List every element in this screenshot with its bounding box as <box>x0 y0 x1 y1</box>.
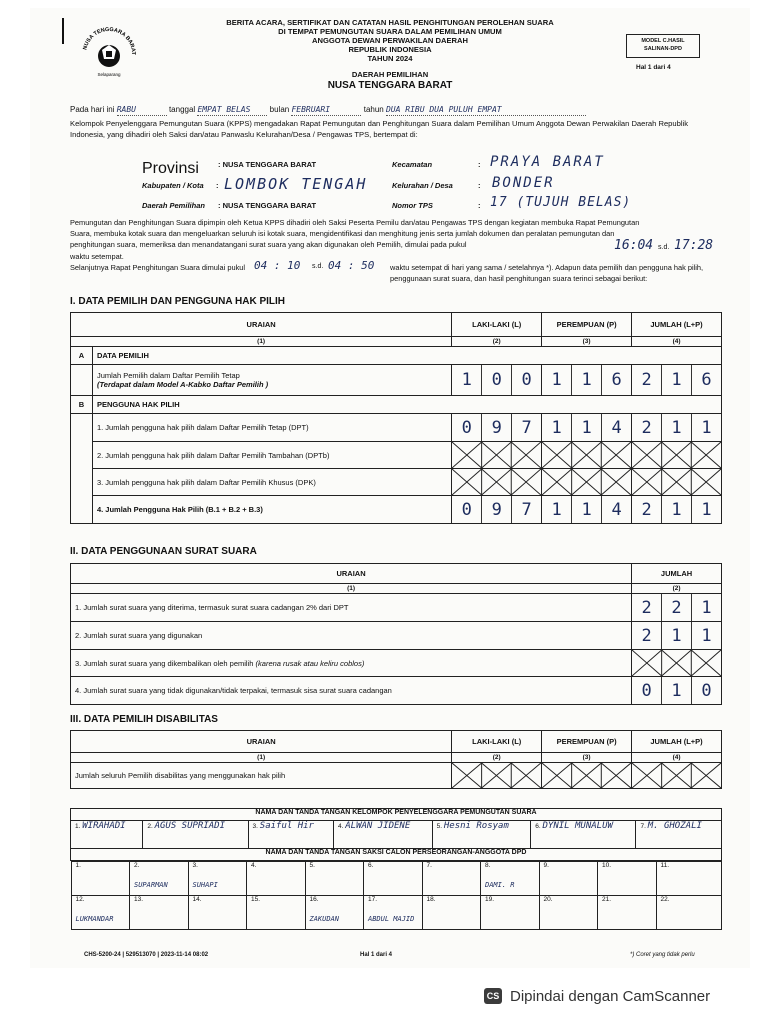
kpps-name: Hesni Rosyam <box>443 821 509 831</box>
saksi-cell <box>71 896 130 930</box>
crossed-cell <box>542 469 632 496</box>
digit: 0 <box>511 365 541 395</box>
s1-a-label: A <box>71 347 93 365</box>
saksi-no: 16. <box>309 896 319 903</box>
saksi-cell <box>305 896 364 930</box>
digit: 1 <box>661 365 691 395</box>
kecamatan-label: Kecamatan <box>392 160 433 169</box>
digit: 6 <box>691 365 721 395</box>
kelurahan-value: BONDER <box>492 175 555 191</box>
digit: 1 <box>571 365 601 395</box>
time2-start: 04 : 10 <box>254 259 301 272</box>
procedure-text-1: Pemungutan dan Penghitungan Suara dipimpin oleh Ketua KPPS dihadiri oleh Saksi Peserta Pemilu dan/atau Pengawas TPS dengan kegiatan membuka Rapat Pemungutan Suara, membuka kotak suara dan mengeluarkan seluruh isi kotak suara, mengidentifikasi dan menghitung jenis serta jumlah dokumen dan peralatan pemungutan dan penghitungan suara, memeriksa dan menandatangani surat suara yang akan digunakan oleh Pemilih, dimulai pada pukul <box>70 218 640 249</box>
model-line-2: SALINAN-DPD <box>644 45 682 52</box>
saksi-row-1 <box>71 862 721 896</box>
saksi-no: 12. <box>75 896 85 903</box>
saksi-no: 22. <box>660 896 670 903</box>
kpps-name: AGUS SUPRIADI <box>154 821 226 831</box>
saksi-cell <box>364 896 423 930</box>
digit: 0 <box>481 365 511 395</box>
s1-b2-text: 2. Jumlah pengguna hak pilih dalam Daftar Pemilih Tambahan (DPTb) <box>92 442 451 469</box>
kpps-no: 3. <box>252 823 258 830</box>
doc-title-5: TAHUN 2024 <box>367 54 413 63</box>
s1-num-2: (2) <box>452 337 542 347</box>
saksi-name: SUHAPI <box>192 881 218 889</box>
digit: 2 <box>641 370 652 390</box>
crossed-cell <box>452 442 542 469</box>
saksi-no: 10. <box>602 862 612 869</box>
region-name: NUSA TENGGARA BARAT <box>327 80 453 91</box>
saksi-no: 17. <box>368 896 378 903</box>
digit: 2 <box>661 594 691 621</box>
procedure-text-2b <box>390 263 720 285</box>
digit: 1 <box>691 622 721 649</box>
camscanner-icon: CS <box>484 988 502 1004</box>
section1-table <box>70 312 722 524</box>
digit: 1 <box>691 594 721 621</box>
footer-page: Hal 1 dari 4 <box>360 952 393 958</box>
section3-heading: III. DATA PEMILIH DISABILITAS <box>70 714 218 725</box>
s1-col-l: LAKI-LAKI (L) <box>452 313 542 337</box>
digit: 9 <box>481 414 511 441</box>
saksi-cell <box>656 896 721 930</box>
s3-col-p: PEREMPUAN (P) <box>542 731 632 753</box>
saksi-no: 11. <box>660 862 670 869</box>
saksi-name: ABDUL MAJID <box>368 915 415 923</box>
year-value: DUA RIBU DUA PULUH EMPAT <box>386 104 586 116</box>
time2-mid: s.d. <box>312 263 324 270</box>
document-sheet: NUSA TENGGARA BARAT Selaparang BERITA ACARA, SERTIFIKAT DAN CATATAN HASIL PENGHITUNGAN PEROLEHAN SUARA DI TEMPAT PEMUNGUTAN SUARA DALAM PEMILIHAN UMUM ANGGOTA DEWAN PERWAKILAN DAERAH REPUBLIK INDONESIA TAHUN 2024 DAERAH PEMILIHAN NUSA TENGGARA BARAT MODEL C.HASIL SALINAN-DPD Hal 1 dari 4 Pada hari ini RABU tanggal EMPAT BELAS bulan FEBRUARI tahun DUA RIBU DUA PULUH EMPAT Kelompok Penyelenggara Pemungutan Suara (KPPS) mengadakan Rapat Pemungutan dan Penghitungan Suara dalam Pemilihan Umum Anggota Dewan Perwakilan Daerah Republik Indonesia, yang dihadiri oleh Saksi dan/atau Panwaslu Kelurahan/Desa / Pengawas TPS, bertempat di: Provinsi : NUSA TENGGARA BARAT Kabupaten / Kota : LOMBOK TENGAH Daerah Pemilihan : NUSA TENGGARA BARAT Kecamatan : PRAYA BARAT Kelurahan / Desa : BONDER Nomor TPS : 17 (TUJUH BELAS) Pemungutan dan Penghitungan Suara dipimpin oleh Ketua KPPS dihadiri oleh Saksi Peserta Pemilu dan/atau Pengawas TPS dengan kegiatan membuka Rapat Pemungutan Suara, membuka kotak suara dan mengeluarkan seluruh isi kotak suara, mengidentifikasi dan menghitung jenis serta jumlah dokumen dan peralatan pemungutan dan penghitungan suara, memeriksa dan menandatangani surat suara yang akan digunakan oleh Pemilih, dimulai pada pukul 16:04 s.d. 17:28 waktu setempat. Selanjutnya Rapat Penghitungan Suara dimulai pukul 04 : 10 s.d. 04 : 50 waktu setempat di hari yang sama / setelahnya *). Adapun data pemilih dan pengguna hak pilih, penggunaan surat suara, dan hasil penghitungan suara terinci sebagai berikut: I. DATA PEMILIH DAN PENGGUNA HAK PILIH URAIAN LAKI-LAKI (L) PEREMPUAN (P) JUMLAH (L+P) (1) (2) (3) (4) A DATA PEMILIH Jumlah Pemilih dalam Daftar Pemilih Tetap (Terdapat dalam Model A-Kabko Daftar Pemilih ) 1 0 0 1 1 6 2 1 6 B PENGGUNA HAK PILIH 1. Jumlah pengguna hak pilih dalam Daftar Pemilih Tetap (DPT) 0 9 7 1 1 4 2 1 1 2. Jumlah pengguna hak pilih dalam Daftar Pemilih Tambahan (DPTb) 3. Jumlah pengguna hak pilih dalam Daftar Pemilih Khusus (DPK) 4. Jumlah Pengguna Hak Pilih (B.1 + B.2 + B.3) 0 9 7 1 1 4 2 1 1 II. DATA PENGGUNAAN SURAT SUARA URAIAN JUMLAH (1) (2) 1. Jumlah surat suara yang diterima, termasuk surat suara cadangan 2% dari DPT 2 2 1 2. Jumlah surat suara yang digunakan 2 1 1 3. Jumlah surat suara yang dikembalikan oleh pemilih (karena rusak atau keliru coblos) 4. Jumlah surat suara yang tidak digunakan/tidak terpakai, termasuk sisa surat suara cadangan 0 1 0 III. DATA PEMILIH DISABILITAS URAIAN LAKI-LAKI (L) PEREMPUAN (P) JUMLAH (L+P) (1) (2) (3) (4) Jumlah seluruh Pemilih disabilitas yang menggunakan hak pilih NAMA DAN TANDA TANGAN KELOMPOK PENYELENGGARA PEMUNGUTAN SUARA 1. WIRAHADI 2. AGUS SUPRIADI 3. Saiful Hir 4. ALWAN JIDENE 5. Hesni Rosyam 6. DYNIL MUNALUW 7. M. GHOZALI NAMA DAN TANDA TANGAN SAKSI CALON PERSEORANGAN-ANGGOTA DPD 1. 2. SUPARMAN 3. SUHAPI 4. 5. 6. 7. 8. DAMI. R 9. 10. 11. 12. LUKMANDAR 13. 14. 15. 16. ZAKUDAN 17. ABDUL MAJID 18. 19. 20. 21. 22. CHS-5200-24 | 529513070 | 2023-11-14 08:02 Hal 1 dari 4 *) Coret yang tidak perlu <box>30 8 750 968</box>
kpps-name: WIRAHADI <box>82 821 126 831</box>
saksi-cell <box>71 862 130 896</box>
s3-col-total: JUMLAH (L+P) <box>632 731 722 753</box>
digit: 1 <box>551 499 562 520</box>
digit: 6 <box>601 365 631 395</box>
year-label: tahun <box>363 105 384 114</box>
time1-end: 17:28 <box>674 238 714 253</box>
saksi-name: LUKMANDAR <box>75 915 114 923</box>
digit: 4 <box>601 496 631 523</box>
saksi-cell <box>422 862 481 896</box>
model-line-1: MODEL C.HASIL <box>641 38 685 44</box>
s2-num-2: (2) <box>632 584 722 594</box>
s2-num-1: (1) <box>71 584 632 594</box>
kpps-no: 5. <box>436 823 443 830</box>
crossed-cell <box>452 763 542 789</box>
crossed-cell <box>542 763 632 789</box>
s2-col-uraian: URAIAN <box>71 564 632 584</box>
opening-line <box>70 104 710 116</box>
crossed-cell <box>452 469 542 496</box>
day-value: RABU <box>117 104 167 116</box>
s1-b3-text: 3. Jumlah pengguna hak pilih dalam Daftar Pemilih Khusus (DPK) <box>92 469 451 496</box>
tps-value: 17 (TUJUH BELAS) <box>490 195 632 210</box>
saksi-no: 15. <box>251 896 261 903</box>
digit: 1 <box>551 417 562 438</box>
saksi-no: 6. <box>368 862 374 869</box>
saksi-name: DAMI. R <box>485 881 515 889</box>
procedure-text-2b-span: waktu setempat di hari yang sama / setelahnya *). Adapun data pemilih dan pengguna hak pilih, penggunaan surat suara, dan hasil penghitungan suara terinci sebagai berikut: <box>390 263 704 283</box>
saksi-cell <box>247 896 306 930</box>
s1-col-uraian: URAIAN <box>71 313 452 337</box>
digit: 0 <box>691 677 721 704</box>
saksi-cell <box>481 896 540 930</box>
s2-col-jumlah: JUMLAH <box>632 564 722 584</box>
month-label: bulan <box>269 105 290 114</box>
kpps-no: 4. <box>338 823 344 830</box>
model-box <box>626 34 700 58</box>
day-label: Pada hari ini <box>70 105 115 114</box>
digit: 2 <box>641 417 652 438</box>
kpps-no: 1. <box>75 823 81 830</box>
kabupaten-label: Kabupaten / Kota <box>142 181 204 190</box>
kpps-cell <box>334 821 433 849</box>
kabupaten-value: LOMBOK TENGAH <box>224 175 368 193</box>
s1-col-p: PEREMPUAN (P) <box>542 313 632 337</box>
saksi-cell <box>598 896 657 930</box>
crossed-cell <box>632 763 722 789</box>
digit: 9 <box>481 496 511 523</box>
svg-text:NUSA TENGGARA BARAT: NUSA TENGGARA BARAT <box>82 26 137 56</box>
saksi-no: 4. <box>251 862 257 869</box>
digit: 1 <box>661 677 691 704</box>
scanner-bar <box>0 968 768 1024</box>
provinsi-label: Provinsi <box>142 160 199 177</box>
s1-a-row-note: (Terdapat dalam Model A-Kabko Daftar Pemilih ) <box>96 380 269 389</box>
kpps-name: ALWAN JIDENE <box>345 821 411 831</box>
digit: 1 <box>661 496 691 523</box>
digit: 1 <box>571 496 601 523</box>
saksi-cell <box>598 862 657 896</box>
saksi-no: 5. <box>309 862 315 869</box>
s3-col-l: LAKI-LAKI (L) <box>452 731 542 753</box>
kpps-cell <box>432 821 531 849</box>
saksi-no: 19. <box>485 896 495 903</box>
s1-num-3: (3) <box>542 337 632 347</box>
saksi-title: NAMA DAN TANDA TANGAN SAKSI CALON PERSEORANGAN-ANGGOTA DPD <box>71 849 722 861</box>
digit: 2 <box>641 499 652 520</box>
saksi-no: 20. <box>543 896 553 903</box>
opening-paragraph: Kelompok Penyelenggara Pemungutan Suara (KPPS) mengadakan Rapat Pemungutan dan Penghitungan Suara dalam Pemilihan Umum Anggota Dewan Perwakilan Daerah Republik Indonesia, yang dihadiri oleh Saksi dan/atau Panwaslu Kelurahan/Desa / Pengawas TPS, bertempat di: <box>70 119 689 139</box>
saksi-no: 14. <box>192 896 202 903</box>
s2-r3-text-a: 3. Jumlah surat suara yang dikembalikan oleh pemilih <box>75 658 254 668</box>
digit: 1 <box>661 622 691 649</box>
kecamatan-value: PRAYA BARAT <box>490 154 605 170</box>
saksi-no: 1. <box>75 862 81 869</box>
saksi-no: 3. <box>192 862 198 869</box>
signature-table <box>70 808 722 930</box>
saksi-cell <box>188 896 247 930</box>
section3-table <box>70 730 722 789</box>
s3-row-text: Jumlah seluruh Pemilih disabilitas yang menggunakan hak pilih <box>71 763 452 789</box>
saksi-cell <box>539 896 598 930</box>
saksi-no: 18. <box>426 896 436 903</box>
saksi-no: 2. <box>134 862 140 869</box>
time1-start: 16:04 <box>614 238 654 253</box>
crossed-cell <box>632 650 722 677</box>
s1-a-title: DATA PEMILIH <box>92 347 721 365</box>
doc-title-2: DI TEMPAT PEMUNGUTAN SUARA DALAM PEMILIHAN UMUM <box>278 27 502 36</box>
s2-r3-text <box>71 650 632 677</box>
digit: 0 <box>461 417 472 438</box>
date-value: EMPAT BELAS <box>197 104 267 116</box>
kpps-name: M. GHOZALI <box>647 821 702 831</box>
page-label-top: Hal 1 dari 4 <box>636 64 671 71</box>
daerah-value: : NUSA TENGGARA BARAT <box>218 201 317 210</box>
digit: 1 <box>461 370 472 390</box>
crossed-cell <box>542 442 632 469</box>
digit: 1 <box>661 414 691 441</box>
s2-r4-text: 4. Jumlah surat suara yang tidak digunakan/tidak terpakai, termasuk sisa surat suara cadangan <box>71 677 632 705</box>
saksi-cell <box>130 862 189 896</box>
digit: 7 <box>511 496 541 523</box>
digit: 0 <box>641 680 652 701</box>
saksi-no: 9. <box>543 862 549 869</box>
section2-heading: II. DATA PENGGUNAAN SURAT SUARA <box>70 546 257 557</box>
s2-r3-text-b: (karena rusak atau keliru coblos) <box>255 658 365 668</box>
kpu-logo <box>78 20 140 82</box>
procedure-text-2a: Selanjutnya Rapat Penghitungan Suara dimulai pukul <box>70 263 246 272</box>
saksi-cell <box>188 862 247 896</box>
kpps-cell <box>143 821 248 849</box>
digit: 1 <box>691 414 721 441</box>
saksi-cell <box>422 896 481 930</box>
digit: 1 <box>571 414 601 441</box>
s1-col-total: JUMLAH (L+P) <box>632 313 722 337</box>
kpps-cell <box>531 821 636 849</box>
time1-mid: s.d. <box>658 244 670 251</box>
kpps-no: 6. <box>535 823 541 830</box>
s1-b-title: PENGGUNA HAK PILIH <box>92 396 721 414</box>
s2-r1-text: 1. Jumlah surat suara yang diterima, termasuk surat suara cadangan 2% dari DPT <box>71 594 632 622</box>
digit: 2 <box>641 597 652 618</box>
doc-title-1: BERITA ACARA, SERTIFIKAT DAN CATATAN HASIL PENGHITUNGAN PEROLEHAN SUARA <box>226 18 554 27</box>
s3-num-4: (4) <box>632 753 722 763</box>
saksi-no: 7. <box>426 862 432 869</box>
footer-code: CHS-5200-24 | 529513070 | 2023-11-14 08:02 <box>84 952 209 958</box>
s3-col-uraian: URAIAN <box>71 731 452 753</box>
camscanner-text: Dipindai dengan CamScanner <box>510 988 711 1005</box>
provinsi-value: : NUSA TENGGARA BARAT <box>218 160 317 169</box>
saksi-no: 21. <box>602 896 612 903</box>
crossed-cell <box>632 442 722 469</box>
doc-title-3: ANGGOTA DEWAN PERWAKILAN DAERAH <box>312 36 468 45</box>
digit: 2 <box>641 625 652 646</box>
s1-b4-text: 4. Jumlah Pengguna Hak Pilih (B.1 + B.2 + B.3) <box>92 496 451 524</box>
kpps-cell <box>71 821 143 849</box>
margin-mark <box>62 18 64 44</box>
s1-a-row-text: Jumlah Pemilih dalam Daftar Pemilih Tetap <box>96 371 240 380</box>
s3-num-2: (2) <box>452 753 542 763</box>
saksi-cell <box>305 862 364 896</box>
digit: 1 <box>551 370 562 390</box>
kpps-cell <box>248 821 333 849</box>
footer-note: *) Coret yang tidak perlu <box>630 952 695 958</box>
logo-sub-text: Selaparang <box>97 72 121 77</box>
saksi-cell <box>481 862 540 896</box>
digit: 4 <box>601 414 631 441</box>
kpps-name: DYNIL MUNALUW <box>542 821 613 831</box>
digit: 0 <box>461 499 472 520</box>
doc-title-4: REPUBLIK INDONESIA <box>348 45 432 54</box>
s1-num-1: (1) <box>71 337 452 347</box>
saksi-cell <box>364 862 423 896</box>
s3-num-3: (3) <box>542 753 632 763</box>
saksi-cell <box>247 862 306 896</box>
s2-r2-text: 2. Jumlah surat suara yang digunakan <box>71 622 632 650</box>
s1-num-4: (4) <box>632 337 722 347</box>
month-value: FEBRUARI <box>291 104 361 116</box>
kpps-cell <box>636 821 722 849</box>
s1-b-label: B <box>71 396 93 414</box>
saksi-name: SUPARMAN <box>134 881 168 889</box>
s1-b1-text: 1. Jumlah pengguna hak pilih dalam Daftar Pemilih Tetap (DPT) <box>92 414 451 442</box>
saksi-cell <box>656 862 721 896</box>
saksi-row-2 <box>71 896 721 930</box>
kpps-no: 2. <box>147 823 153 830</box>
tps-label: Nomor TPS <box>392 201 433 210</box>
kpps-signature-row <box>71 821 722 849</box>
kpps-no: 7. <box>640 823 646 830</box>
time2-end: 04 : 50 <box>328 259 375 272</box>
saksi-no: 8. <box>485 862 491 869</box>
saksi-name: ZAKUDAN <box>309 915 340 923</box>
procedure-text-1-end: waktu setempat. <box>70 252 124 261</box>
digit: 1 <box>691 496 721 523</box>
saksi-cell <box>539 862 598 896</box>
crossed-cell <box>632 469 722 496</box>
section2-table <box>70 563 722 705</box>
saksi-cell <box>130 896 189 930</box>
saksi-grid <box>71 861 722 930</box>
daerah-label: Daerah Pemilihan <box>142 201 205 210</box>
saksi-no: 13. <box>134 896 144 903</box>
s1-a-row <box>92 365 451 396</box>
kpps-name: Saiful Hir <box>259 821 314 831</box>
kelurahan-label: Kelurahan / Desa <box>392 181 453 190</box>
s3-num-1: (1) <box>71 753 452 763</box>
date-label: tanggal <box>168 105 196 114</box>
region-title: DAERAH PEMILIHAN <box>351 70 429 79</box>
digit: 7 <box>511 414 541 441</box>
kpps-title: NAMA DAN TANDA TANGAN KELOMPOK PENYELENGGARA PEMUNGUTAN SUARA <box>71 809 722 821</box>
section1-heading: I. DATA PEMILIH DAN PENGGUNA HAK PILIH <box>70 296 285 307</box>
